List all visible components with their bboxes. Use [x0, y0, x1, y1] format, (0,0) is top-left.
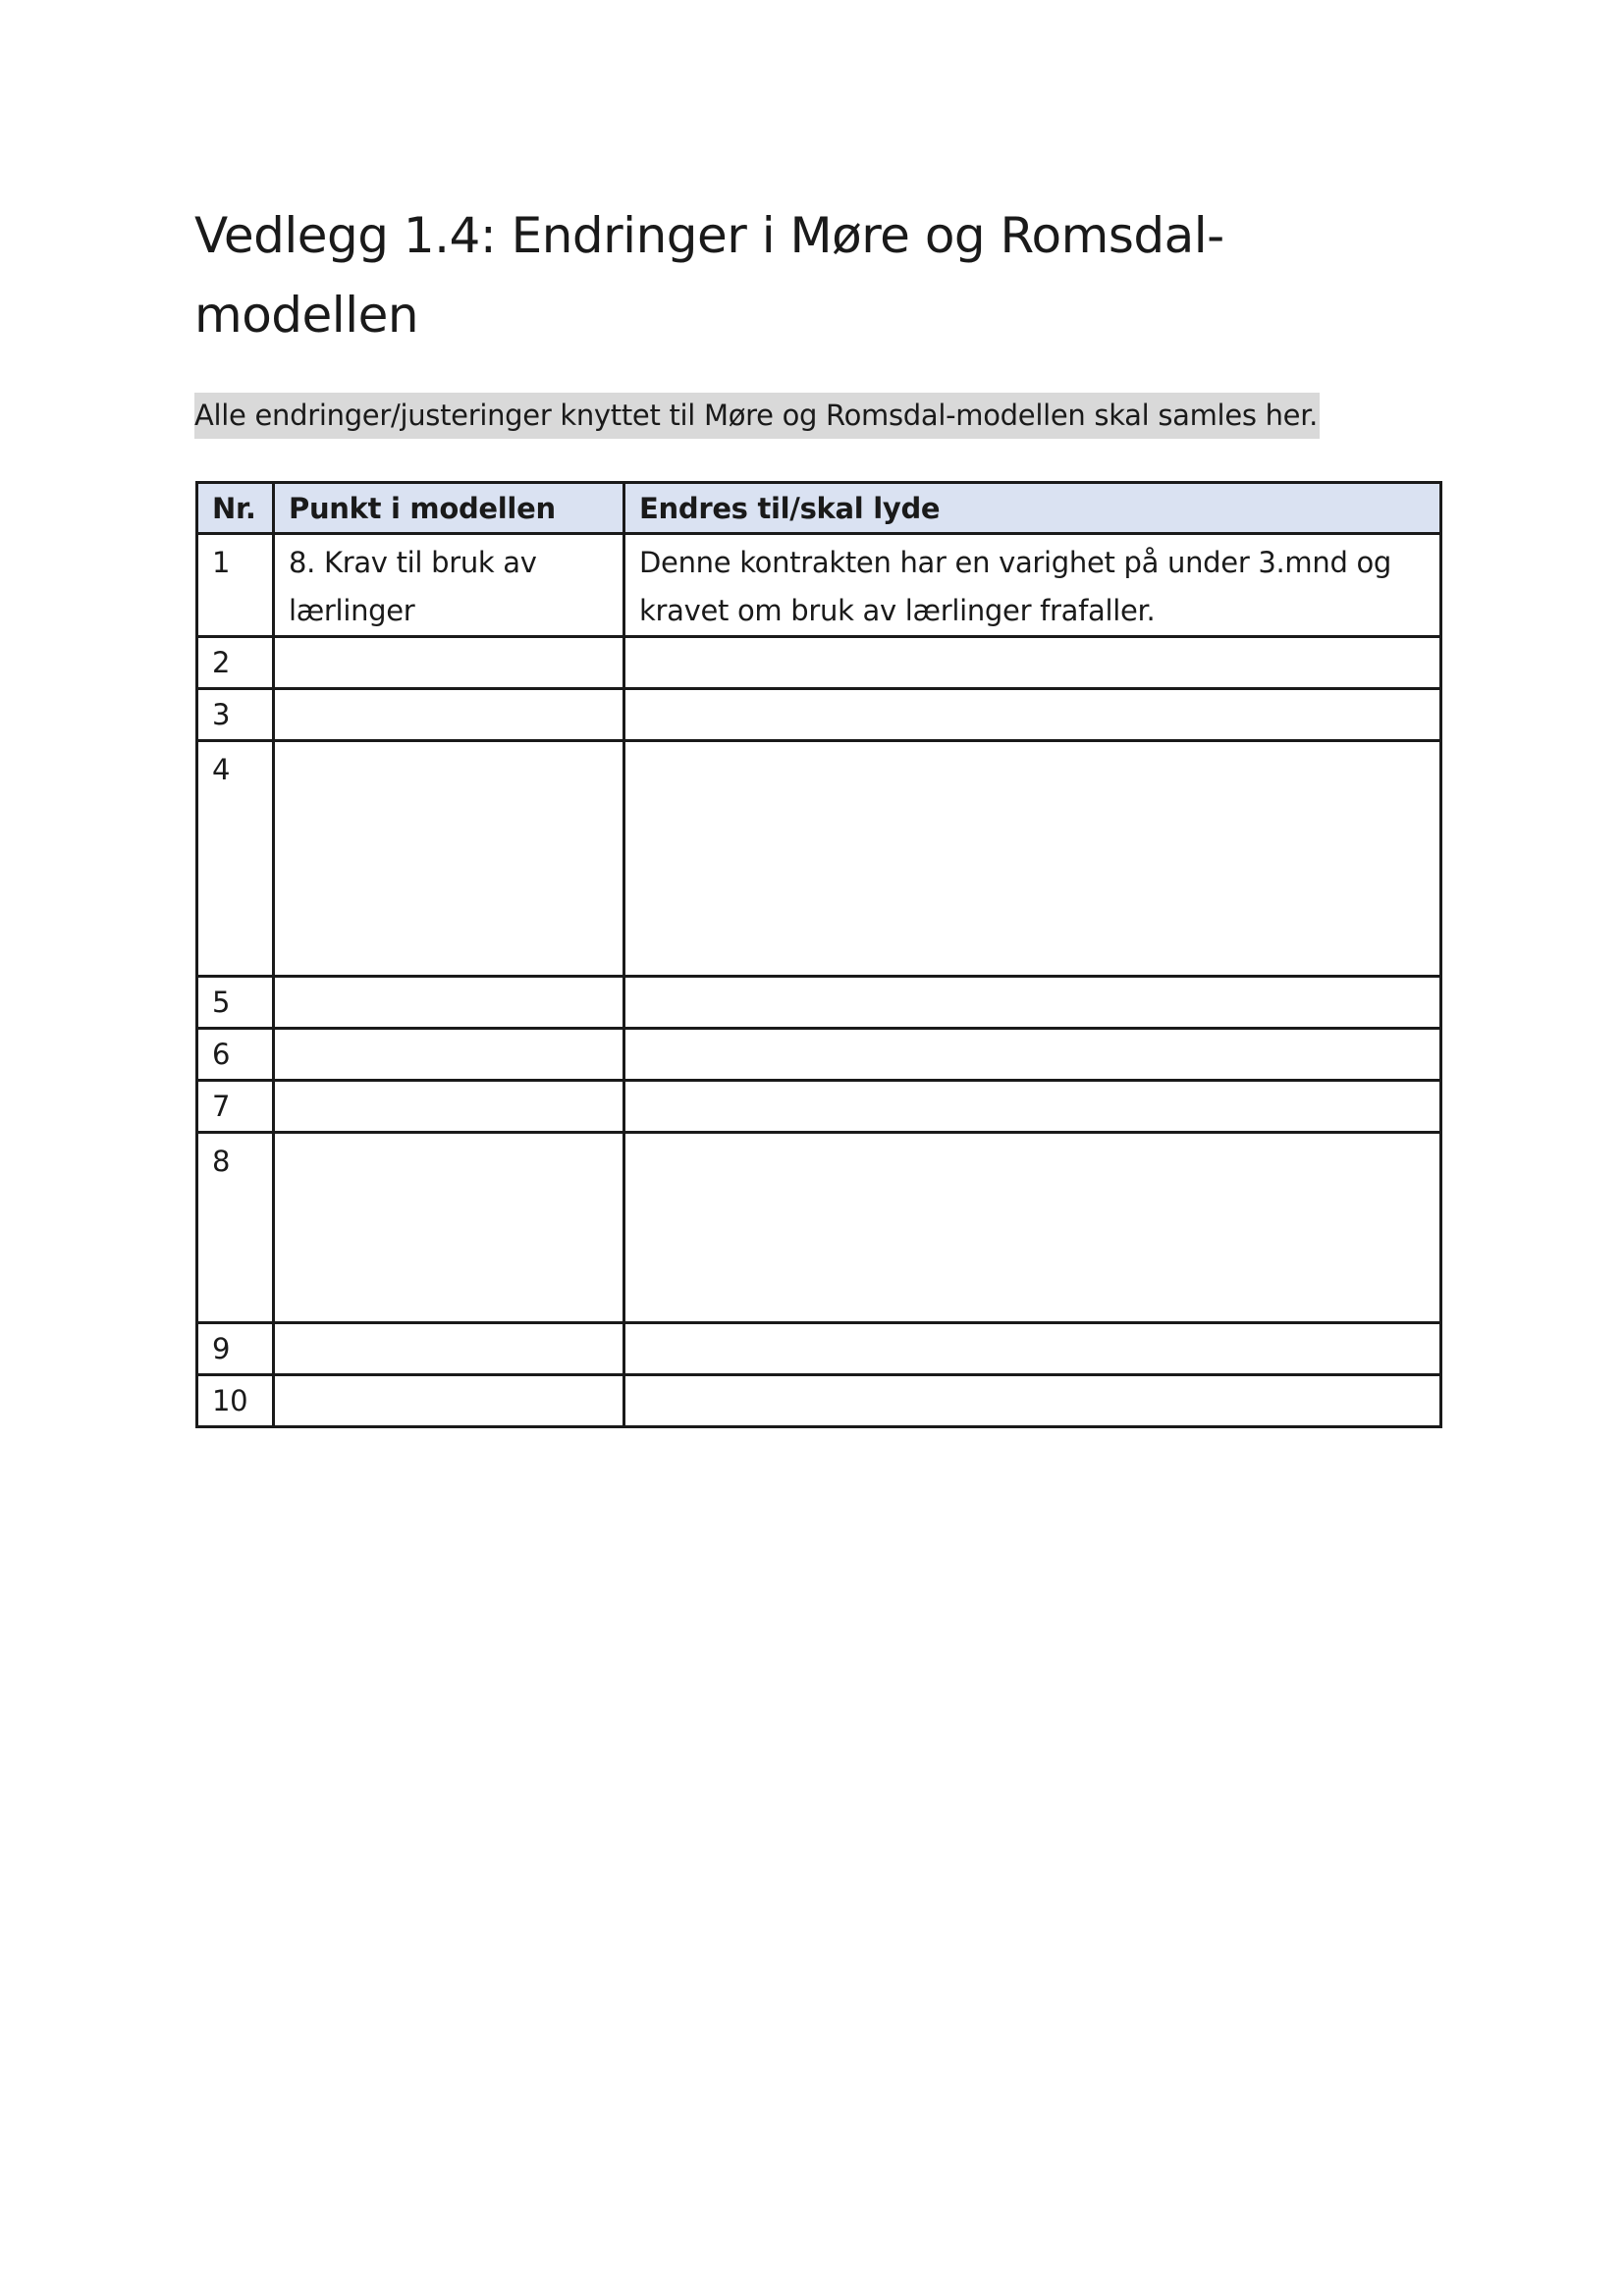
row-endres[interactable] [624, 689, 1441, 741]
row-punkt[interactable]: 8. Krav til bruk av lærlinger [274, 534, 624, 637]
row-punkt[interactable] [274, 1081, 624, 1133]
row-endres[interactable] [624, 1375, 1441, 1427]
row-punkt[interactable] [274, 977, 624, 1029]
table-row [197, 534, 1441, 637]
row-punkt[interactable] [274, 689, 624, 741]
row-endres[interactable] [624, 977, 1441, 1029]
row-punkt[interactable] [274, 1029, 624, 1081]
column-header-nr: Nr. [197, 483, 274, 534]
changes-table [195, 481, 1442, 1428]
row-number: 9 [197, 1323, 274, 1375]
row-number: 4 [197, 741, 274, 977]
row-punkt[interactable] [274, 1323, 624, 1375]
column-header-punkt: Punkt i modellen [274, 483, 624, 534]
row-endres[interactable] [624, 741, 1441, 977]
row-number: 1 [197, 534, 274, 637]
column-header-endres: Endres til/skal lyde [624, 483, 1441, 534]
table-row [197, 689, 1441, 741]
row-endres[interactable] [624, 1081, 1441, 1133]
table-row [197, 1081, 1441, 1133]
row-punkt[interactable] [274, 1133, 624, 1323]
row-number: 3 [197, 689, 274, 741]
row-endres[interactable] [624, 1323, 1441, 1375]
row-number: 10 [197, 1375, 274, 1427]
intro-text: Alle endringer/justeringer knyttet til Møre og Romsdal-modellen skal samles her. [194, 393, 1320, 439]
table-row [197, 1133, 1441, 1323]
table-row [197, 1323, 1441, 1375]
row-endres[interactable] [624, 1029, 1441, 1081]
table-row [197, 637, 1441, 689]
table-row [197, 1375, 1441, 1427]
row-number: 6 [197, 1029, 274, 1081]
row-number: 5 [197, 977, 274, 1029]
table-row [197, 741, 1441, 977]
row-number: 7 [197, 1081, 274, 1133]
row-punkt[interactable] [274, 637, 624, 689]
row-punkt[interactable] [274, 741, 624, 977]
row-endres[interactable] [624, 637, 1441, 689]
table-row [197, 1029, 1441, 1081]
row-endres[interactable] [624, 1133, 1441, 1323]
page-title: Vedlegg 1.4: Endringer i Møre og Romsdal-modellen [194, 207, 1224, 344]
row-endres[interactable]: Denne kontrakten har en varighet på under 3.mnd og kravet om bruk av lærlinger frafaller. [624, 534, 1441, 637]
row-punkt[interactable] [274, 1375, 624, 1427]
row-number: 2 [197, 637, 274, 689]
table-row [197, 977, 1441, 1029]
row-number: 8 [197, 1133, 274, 1323]
table-header-row [197, 483, 1441, 534]
